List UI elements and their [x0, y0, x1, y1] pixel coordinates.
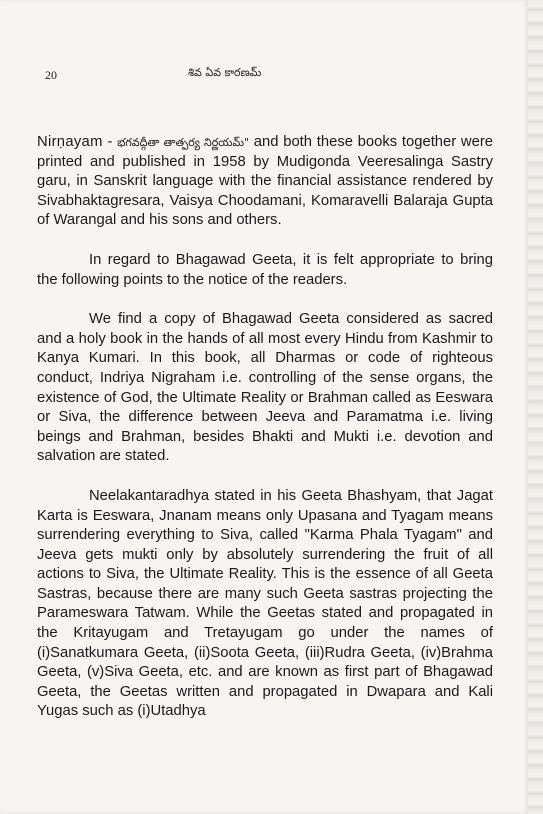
body-text	[37, 133, 493, 722]
paragraph-3: We find a copy of Bhagawad Geeta considered as sacred and a holy book in the hands of all most every Hindu from Kashmir to Kanya Kumari. In this book, all Dharmas or code of righteous conduct, Indriya Nigraham i.e. controlling of the sense organs, the existence of God, the Ultimate Reality or Brahman called as Eeswara or Siva, the difference between Jeeva and Paramatma i.e. living beings and Brahman, besides Bhakti and Mukti i.e. devotion and salvation are stated.	[37, 311, 493, 465]
lead-term: Nirṇayam	[37, 134, 103, 150]
paragraph-1	[37, 133, 493, 231]
paragraph-1-text: and both these books together were printed and published in 1958 by Mudigonda Veeresalinga Sastry garu, in Sanskrit language with the financial assistance rendered by Sivabhaktagresara, Vaisya Choodamani, Komaravelli Balaraja Gupta of Warangal and his sons and others.	[37, 134, 493, 229]
page-number: 20	[45, 68, 57, 82]
paragraph-2: In regard to Bhagawad Geeta, it is felt appropriate to bring the following points to the notice of the readers.	[37, 251, 493, 288]
running-title: శివ ఏవ కారణమ్	[188, 66, 262, 79]
telugu-title: భగవద్గీతా తాత్పర్య నిర్ణయమ్"	[117, 136, 250, 149]
dash: -	[102, 134, 118, 150]
page-edge	[528, 0, 543, 814]
paragraph-4: Neelakantaradhya stated in his Geeta Bhashyam, that Jagat Karta is Eeswara, Jnanam means only Upasana and Tyagam means surrendering everything to Siva, called "Karma Phala Tyagam" and Jeeva gets mukti only by absolutely surrendering the fruit of all actions to Siva, the Ultimate Reality. This is the essence of all Geeta Sastras, because there are many such Geeta sastras projecting the Parameswara Tatwam. While the Geetas stated and propagated in the Kritayugam and Tretayugam go under the names of (i)Sanatkumara Geeta, (ii)Soota Geeta, (iii)Rudra Geeta, (iv)Brahma Geeta, (v)Siva Geeta, etc. and are known as first part of Bhagawad Geeta, the Geetas written and propagated in Dwapara and Kali Yugas such as (i)Utadhya	[37, 487, 493, 720]
